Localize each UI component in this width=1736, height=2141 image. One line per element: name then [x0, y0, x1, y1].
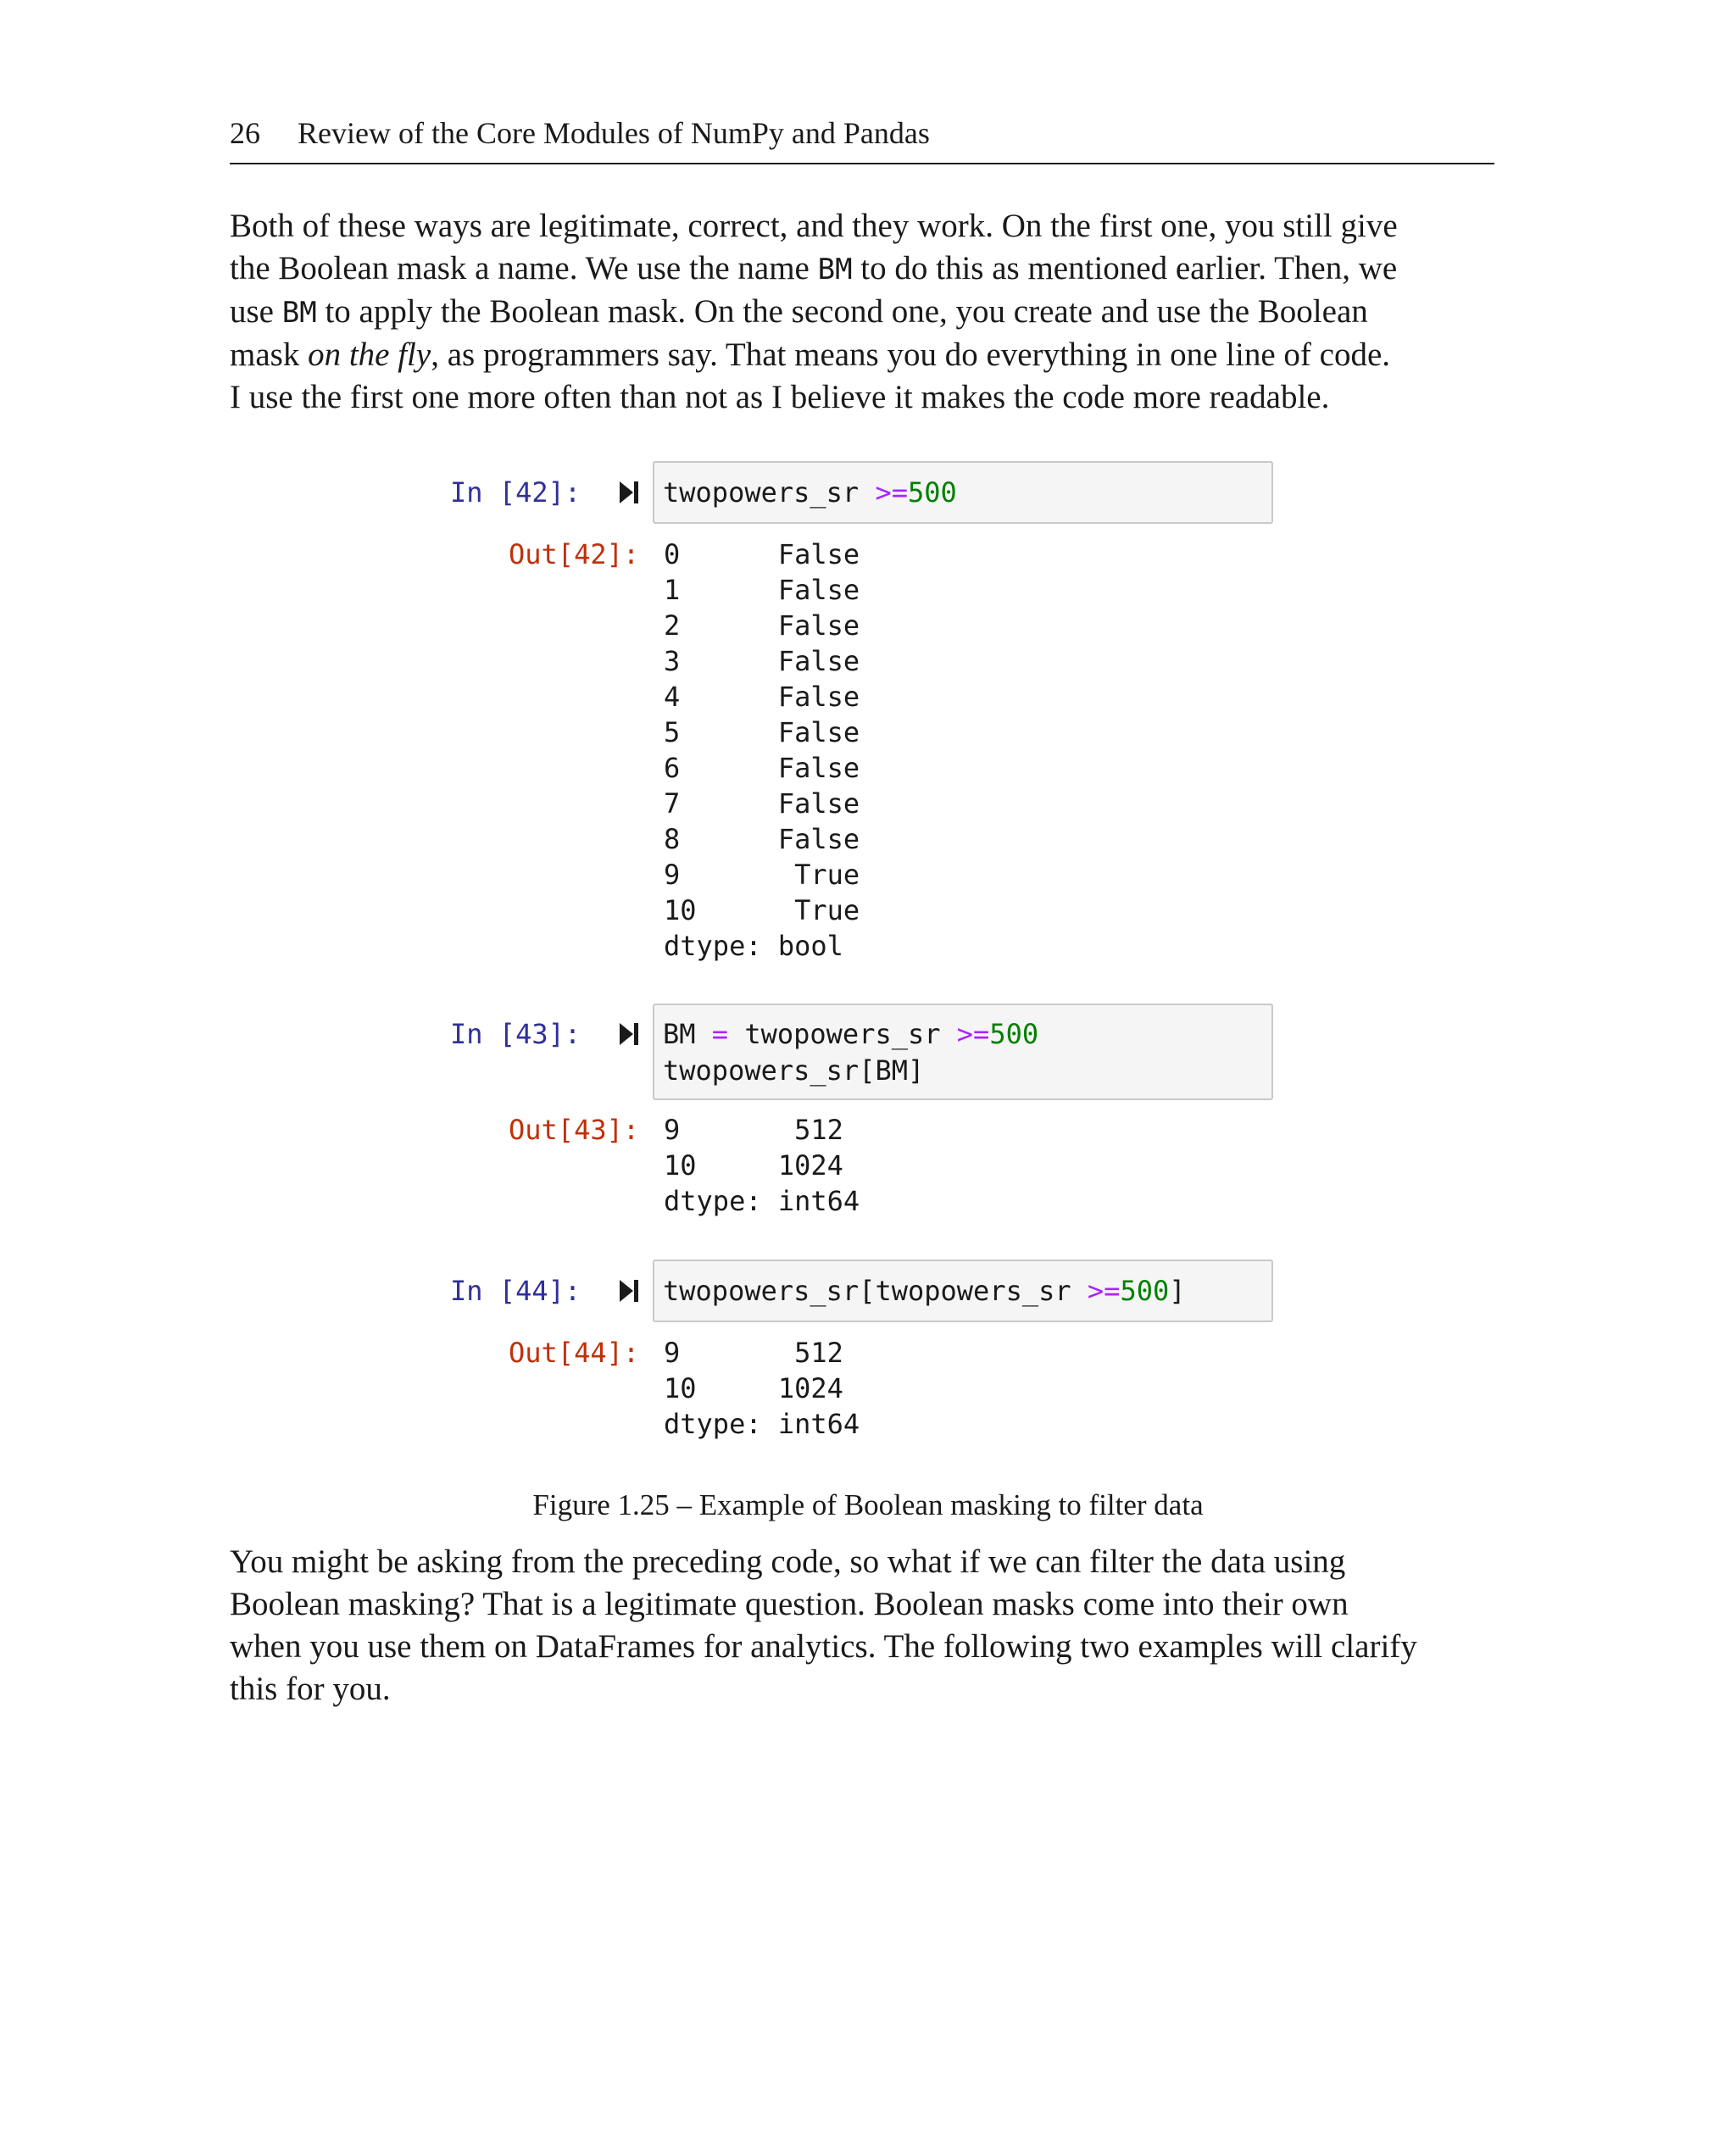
output-line: 9 512	[664, 1114, 843, 1146]
output-line: 3 False	[664, 645, 860, 677]
figure-caption: Figure 1.25 – Example of Boolean masking to filter data	[532, 1488, 1204, 1521]
paragraph-line: I use the first one more often than not as I believe it makes the code more readable.	[230, 379, 1330, 415]
paragraph-line: use BM to apply the Boolean mask. On the second one, you create and use the Boolean	[230, 293, 1368, 330]
output-line: 6 False	[664, 752, 860, 784]
output-line: dtype: bool	[664, 930, 843, 962]
paragraph-line: this for you.	[230, 1671, 391, 1707]
paragraph-line: Both of these ways are legitimate, correct, and they work. On the first one, you still give	[230, 208, 1398, 244]
paragraph-line: mask on the fly, as programmers say. That means you do everything in one line of code.	[230, 336, 1390, 373]
paragraph-intro	[230, 205, 1501, 419]
code-line: twopowers_sr[BM]	[663, 1054, 925, 1087]
code-line: BM = twopowers_sr >=500	[663, 1018, 1039, 1050]
in-prompt: In [43]:	[450, 1018, 581, 1050]
output-line: 5 False	[664, 716, 860, 748]
output-line: 8 False	[664, 823, 860, 855]
inline-code: BM	[281, 296, 317, 330]
paragraph-line: You might be asking from the preceding code, so what if we can filter the data using	[230, 1543, 1346, 1580]
code-input[interactable]	[653, 1260, 1273, 1322]
run-cell-icon[interactable]	[618, 1278, 640, 1304]
output-line: 10 1024	[664, 1149, 843, 1182]
paragraph-followup	[230, 1541, 1501, 1710]
output-line: 1 False	[664, 574, 860, 606]
emphasis-text: on the fly	[308, 336, 431, 373]
output-line: dtype: int64	[664, 1185, 860, 1217]
in-prompt: In [42]:	[450, 476, 581, 509]
code-input[interactable]	[653, 461, 1273, 524]
paragraph-line: when you use them on DataFrames for analytics. The following two examples will clarify	[230, 1628, 1417, 1665]
run-cell-icon[interactable]	[618, 1021, 640, 1047]
output-line: dtype: int64	[664, 1408, 860, 1440]
out-prompt: Out[43]:	[509, 1114, 640, 1146]
running-title: Review of the Core Modules of NumPy and Pandas	[298, 116, 930, 150]
code-line: twopowers_sr[twopowers_sr >=500]	[663, 1275, 1186, 1307]
output-line: 9 True	[664, 859, 860, 891]
out-prompt: Out[42]:	[509, 538, 640, 570]
output-line: 10 1024	[664, 1372, 843, 1404]
code-input[interactable]	[653, 1004, 1273, 1100]
paragraph-line: Boolean masking? That is a legitimate question. Boolean masks come into their own	[230, 1586, 1349, 1622]
page-number: 26	[230, 116, 260, 150]
output-line: 4 False	[664, 681, 860, 713]
code-line: twopowers_sr >=500	[663, 476, 957, 509]
output-line: 9 512	[664, 1337, 843, 1369]
output-line: 10 True	[664, 894, 860, 926]
output-line: 0 False	[664, 538, 860, 570]
output-line: 7 False	[664, 787, 860, 820]
page-header	[230, 115, 1494, 164]
paragraph-line: the Boolean mask a name. We use the name BM to do this as mentioned earlier. Then, we	[230, 250, 1398, 286]
inline-code: BM	[817, 253, 853, 286]
run-cell-icon[interactable]	[618, 480, 640, 505]
out-prompt: Out[44]:	[509, 1337, 640, 1369]
output-line: 2 False	[664, 609, 860, 642]
in-prompt: In [44]:	[450, 1275, 581, 1307]
